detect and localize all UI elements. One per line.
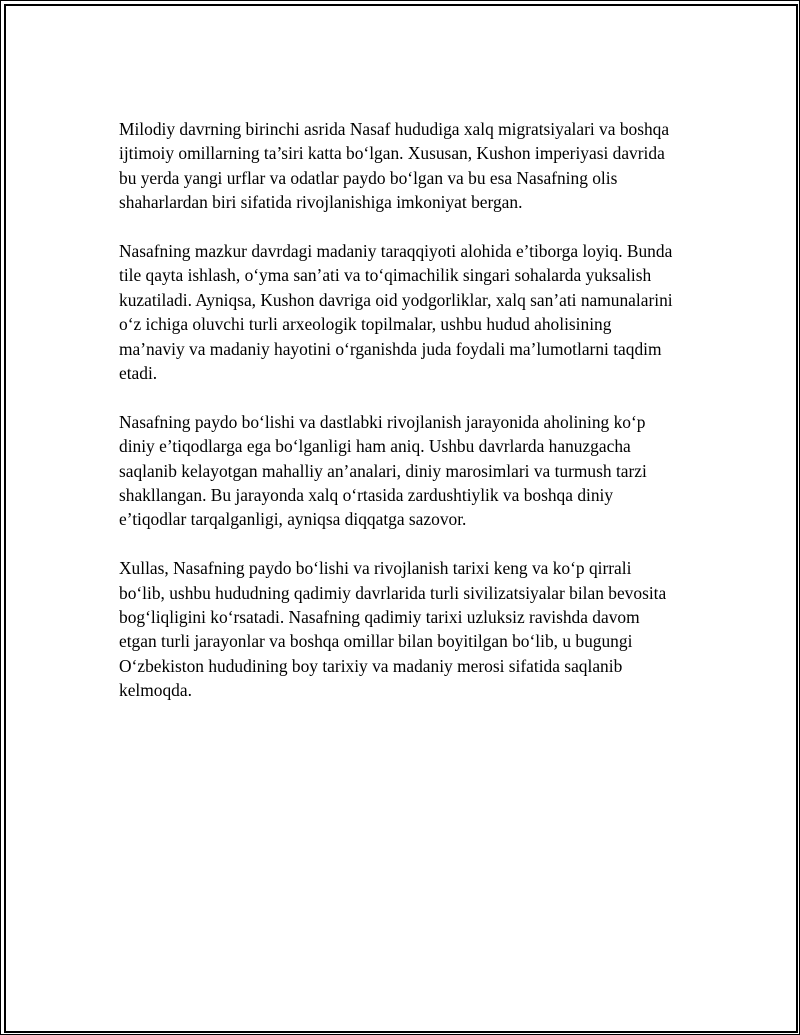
paragraph-3: Nasafning paydo bo‘lishi va dastlabki rivojlanish jarayonida aholining ko‘p diniy e’tiqodlarga ega bo‘lganligi ham aniq. Ushbu davrlarda hanuzgacha saqlanib kelayotgan mahalliy an’analari, diniy marosimlari va turmush tarzi shakllangan. Bu jarayonda xalq o‘rtasida zardushtiylik va boshqa diniy e’tiqodlar tarqalganligi, ayniqsa diqqatga sazovor.	[119, 411, 647, 530]
paragraph-1: Milodiy davrning birinchi asrida Nasaf hududiga xalq migratsiyalari va boshqa ijtimoiy omillarning ta’siri katta bo‘lgan. Xususan, Kushon imperiyasi davrida bu yerda yangi urflar va odatlar paydo bo‘lgan va bu esa Nasafning olis shaharlardan biri sifatida rivojlanishiga imkoniyat bergan.	[119, 119, 670, 213]
paragraph-2: Nasafning mazkur davrdagi madaniy taraqqiyoti alohida e’tiborga loyiq. Bunda tile qayta ishlash, o‘yma san’ati va to‘qimachilik singari sohalarda yuksalish kuzatiladi. Ayniqsa, Kushon davriga oid yodgorliklar, xalq san’ati namunalarini o‘z ichiga oluvchi turli arxeologik topilmalar, ushbu hudud aholisining ma’naviy va madaniy hayotini o‘rganishda juda foydali ma’lumotlarni taqdim etadi.	[119, 241, 673, 384]
paragraph-4: Xullas, Nasafning paydo bo‘lishi va rivojlanish tarixi keng va ko‘p qirrali bo‘lib, ushbu hududning qadimiy davrlarida turli sivilizatsiyalar bilan bevosita bog‘liqligini ko‘rsatadi. Nasafning qadimiy tarixi uzluksiz ravishda davom etgan turli jarayonlar va boshqa omillar bilan boyitilgan bo‘lib, u bugungi O‘zbekiston hududining boy tarixiy va madaniy merosi sifatida saqlanib kelmoqda.	[119, 558, 667, 701]
document-body	[119, 117, 679, 727]
